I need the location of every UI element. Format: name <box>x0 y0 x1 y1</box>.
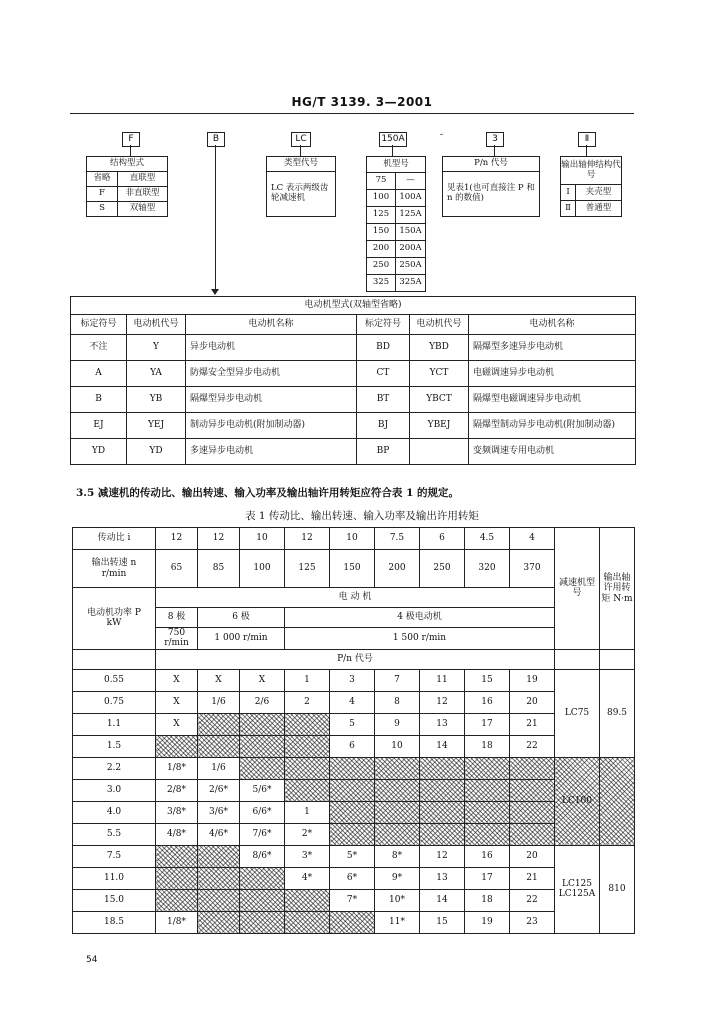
size-cell: 200 <box>367 241 396 258</box>
pn-code-cell: 1/6 <box>198 757 240 779</box>
ratio-cell: 6 <box>420 528 465 550</box>
pn-label: P/n 代号 <box>156 649 555 669</box>
pn-code-cell: 11 <box>420 669 465 691</box>
pn-code-cell: 22 <box>510 735 555 757</box>
code-3: 3 <box>486 132 504 147</box>
pn-code-cell <box>510 801 555 823</box>
ratio-cell: 10 <box>240 528 285 550</box>
pn-code-cell <box>330 911 375 933</box>
table-row <box>71 387 636 413</box>
pole-speed-cell: 750 r/min <box>156 628 198 650</box>
pn-code-cell <box>156 889 198 911</box>
ratio-label: 传动比 i <box>73 528 156 550</box>
size-cell: 150 <box>367 224 396 241</box>
pn-code-cell: 13 <box>420 713 465 735</box>
pn-code-cell: 1/8* <box>156 911 198 933</box>
pn-code-cell <box>420 801 465 823</box>
pn-code-cell: 3* <box>285 845 330 867</box>
connector-f <box>130 145 131 156</box>
motor-header: 电动机代号 <box>127 315 186 335</box>
pn-code-cell <box>375 801 420 823</box>
pn-code-cell: 1/8* <box>156 757 198 779</box>
table-row <box>71 439 636 465</box>
pn-code-cell <box>465 801 510 823</box>
pn-code-cell <box>240 735 285 757</box>
power-cell: 5.5 <box>73 823 156 845</box>
pn-code-cell: 7/6* <box>240 823 285 845</box>
document-header: HG/T 3139. 3—2001 <box>291 95 433 109</box>
model-cell: LC100 <box>555 757 600 845</box>
size-cell: — <box>396 173 426 190</box>
table-row <box>73 691 635 713</box>
pole-speed-cell: 1 000 r/min <box>198 628 285 650</box>
motor-cell: YBEJ <box>410 413 469 439</box>
motor-cell: BD <box>357 335 410 361</box>
table-row <box>73 823 635 845</box>
torque-cell: 89.5 <box>600 669 635 757</box>
pn-code-cell <box>330 779 375 801</box>
ratio-cell: 12 <box>156 528 198 550</box>
pn-code-cell <box>330 823 375 845</box>
table-row <box>73 757 635 779</box>
header-rule <box>70 113 634 114</box>
pn-code-cell: 16 <box>465 845 510 867</box>
motor-cell: 异步电动机 <box>186 335 357 361</box>
pn-code-cell: 5* <box>330 845 375 867</box>
pn-code-cell <box>156 867 198 889</box>
pole-cell: 4 极电动机 <box>285 608 555 628</box>
pn-code-cell <box>510 757 555 779</box>
motor-cell: Y <box>127 335 186 361</box>
pn-code-cell: 6* <box>330 867 375 889</box>
motor-header: 标定符号 <box>357 315 410 335</box>
model-label: 减速机型号 <box>555 528 600 650</box>
pn-code-cell: 14 <box>420 735 465 757</box>
pn-code-box <box>442 156 540 217</box>
motor-cell <box>410 439 469 465</box>
motor-header: 电动机代号 <box>410 315 469 335</box>
model-cell: LC75 <box>555 669 600 757</box>
power-cell: 2.2 <box>73 757 156 779</box>
speed-label-1: 输出转速 n <box>91 558 137 569</box>
pn-code-cell <box>198 889 240 911</box>
pn-code-cell: 20 <box>510 845 555 867</box>
pn-code-cell <box>375 779 420 801</box>
pn-code-cell: 7 <box>375 669 420 691</box>
size-cell: 325 <box>367 275 396 292</box>
code-lc: LC <box>291 132 311 147</box>
pn-code-cell: 6 <box>330 735 375 757</box>
pn-code-cell: 17 <box>465 867 510 889</box>
code-dash: - <box>440 130 444 140</box>
pn-code-cell: 15 <box>420 911 465 933</box>
section-3-5-text: 3.5 减速机的传动比、输出转速、输入功率及输出轴许用转矩应符合表 1 的规定。 <box>76 487 460 499</box>
motor-cell: 隔爆型电磁调速异步电动机 <box>469 387 636 413</box>
pn-title: P/n 代号 <box>443 157 540 172</box>
pn-code-cell <box>420 757 465 779</box>
structure-cell: 直联型 <box>118 172 168 187</box>
code-b: B <box>207 132 225 147</box>
power-cell: 1.5 <box>73 735 156 757</box>
table-row <box>73 713 635 735</box>
speed-cell: 85 <box>198 550 240 588</box>
motor-cell: 电磁调速异步电动机 <box>469 361 636 387</box>
shaft-cell: 普通型 <box>576 201 622 217</box>
shaft-cell: Ⅰ <box>561 185 576 201</box>
pn-code-cell: 6/6* <box>240 801 285 823</box>
pn-code-cell: 19 <box>510 669 555 691</box>
type-text: LC 表示两级齿轮减速机 <box>267 172 336 217</box>
size-cell: 250A <box>396 258 426 275</box>
type-title: 类型代号 <box>267 157 336 172</box>
pn-code-cell: 10 <box>375 735 420 757</box>
model-cell: LC125 LC125A <box>555 845 600 933</box>
ratio-cell: 7.5 <box>375 528 420 550</box>
power-cell: 1.1 <box>73 713 156 735</box>
speed-cell: 125 <box>285 550 330 588</box>
pn-code-cell <box>285 713 330 735</box>
code-f: F <box>122 132 140 147</box>
structure-cell: S <box>87 202 118 217</box>
pn-code-cell <box>285 911 330 933</box>
shaft-cell: Ⅱ <box>561 201 576 217</box>
arrow-down-icon <box>211 289 219 295</box>
pn-code-cell: 2/8* <box>156 779 198 801</box>
pn-code-cell: 7* <box>330 889 375 911</box>
pole-cell: 8 极 <box>156 608 198 628</box>
structure-cell: 省略 <box>87 172 118 187</box>
motor-cell: YD <box>127 439 186 465</box>
power-cell: 4.0 <box>73 801 156 823</box>
power-cell: 0.75 <box>73 691 156 713</box>
pn-code-cell <box>198 911 240 933</box>
pn-code-cell: 1/6 <box>198 691 240 713</box>
motor-cell: B <box>71 387 127 413</box>
pn-code-cell <box>465 757 510 779</box>
motor-cell: A <box>71 361 127 387</box>
pn-code-cell: 4/8* <box>156 823 198 845</box>
size-cell: 200A <box>396 241 426 258</box>
pn-code-cell <box>240 713 285 735</box>
power-cell: 18.5 <box>73 911 156 933</box>
pn-code-cell <box>420 779 465 801</box>
pn-code-cell: 10* <box>375 889 420 911</box>
pn-code-cell <box>156 845 198 867</box>
pn-code-cell: 9 <box>375 713 420 735</box>
size-cell: 125A <box>396 207 426 224</box>
size-cell: 325A <box>396 275 426 292</box>
motor-cell: YD <box>71 439 127 465</box>
pn-code-cell: 17 <box>465 713 510 735</box>
motor-cell: 变频调速专用电动机 <box>469 439 636 465</box>
pn-code-cell: 2/6* <box>198 779 240 801</box>
ratio-cell: 4.5 <box>465 528 510 550</box>
pole-speed-cell: 1 500 r/min <box>285 628 555 650</box>
motor-header: 电动机名称 <box>186 315 357 335</box>
power-cell: 11.0 <box>73 867 156 889</box>
pn-code-cell: 14 <box>420 889 465 911</box>
power-cell: 15.0 <box>73 889 156 911</box>
pn-code-cell: 1 <box>285 669 330 691</box>
ratio-cell: 4 <box>510 528 555 550</box>
size-cell: 100 <box>367 190 396 207</box>
size-code-box <box>366 156 426 292</box>
size-cell: 250 <box>367 258 396 275</box>
pn-code-cell <box>198 735 240 757</box>
structure-cell: 非直联型 <box>118 187 168 202</box>
table-row <box>73 779 635 801</box>
motor-cell: YEJ <box>127 413 186 439</box>
pn-code-cell: X <box>156 691 198 713</box>
table-row <box>71 335 636 361</box>
torque-cell: 810 <box>600 845 635 933</box>
pn-code-cell <box>285 779 330 801</box>
pn-code-cell: 3/6* <box>198 801 240 823</box>
pn-code-cell: 4/6* <box>198 823 240 845</box>
motor-cell: 制动异步电动机(附加制动器) <box>186 413 357 439</box>
motor-type-table <box>70 296 636 465</box>
pn-code-cell <box>465 823 510 845</box>
pn-code-cell: X <box>198 669 240 691</box>
pn-code-cell <box>285 889 330 911</box>
pn-code-cell: 16 <box>465 691 510 713</box>
pn-code-cell <box>240 867 285 889</box>
pn-code-cell <box>330 757 375 779</box>
motor-table-title: 电动机型式(双轴型省略) <box>71 297 636 315</box>
code-2: Ⅱ <box>578 132 596 147</box>
pn-code-cell: 11* <box>375 911 420 933</box>
motor-cell: 多速异步电动机 <box>186 439 357 465</box>
motor-cell: BT <box>357 387 410 413</box>
motor-cell: 不注 <box>71 335 127 361</box>
pn-text: 见表1(也可直接注 P 和 n 的数值) <box>443 172 540 217</box>
pn-code-cell: 21 <box>510 867 555 889</box>
motor-cell: 隔爆型制动异步电动机(附加制动器) <box>469 413 636 439</box>
pn-code-cell <box>330 801 375 823</box>
pn-code-cell: X <box>156 669 198 691</box>
speed-cell: 65 <box>156 550 198 588</box>
pn-code-cell <box>510 823 555 845</box>
pn-code-cell: 12 <box>420 691 465 713</box>
speed-cell: 250 <box>420 550 465 588</box>
motor-cell: 隔爆型多速异步电动机 <box>469 335 636 361</box>
type-code-box <box>266 156 336 217</box>
pn-code-cell <box>375 823 420 845</box>
structure-cell: F <box>87 187 118 202</box>
motor-cell: 防爆安全型异步电动机 <box>186 361 357 387</box>
pn-code-cell: 18 <box>465 735 510 757</box>
structure-type-box <box>86 156 168 217</box>
table-row <box>73 669 635 691</box>
table-row <box>73 889 635 911</box>
ratio-cell: 12 <box>285 528 330 550</box>
code-150a: 150A <box>379 132 407 147</box>
power-cell: 0.55 <box>73 669 156 691</box>
pn-code-cell: 12 <box>420 845 465 867</box>
motor-cell: YBD <box>410 335 469 361</box>
pn-code-cell <box>156 735 198 757</box>
pn-code-cell: 3/8* <box>156 801 198 823</box>
size-cell: 125 <box>367 207 396 224</box>
pn-code-cell: 8* <box>375 845 420 867</box>
pn-code-cell: 9* <box>375 867 420 889</box>
pn-code-cell: 2* <box>285 823 330 845</box>
table1-caption: 表 1 传动比、输出转速、输入功率及输出许用转矩 <box>245 510 479 522</box>
ratio-cell: 10 <box>330 528 375 550</box>
table-row <box>73 911 635 933</box>
table-row <box>71 361 636 387</box>
power-cell: 7.5 <box>73 845 156 867</box>
size-title: 机型号 <box>367 157 426 173</box>
pn-code-cell <box>375 757 420 779</box>
pn-code-cell <box>240 911 285 933</box>
table-row <box>73 801 635 823</box>
pn-code-cell <box>240 889 285 911</box>
pn-code-cell: 8/6* <box>240 845 285 867</box>
pn-code-cell: 23 <box>510 911 555 933</box>
ratio-cell: 12 <box>198 528 240 550</box>
connector-2 <box>586 145 587 156</box>
connector-3 <box>494 145 495 156</box>
motor-cell: BP <box>357 439 410 465</box>
pn-code-cell: 1 <box>285 801 330 823</box>
pn-code-cell: 20 <box>510 691 555 713</box>
pn-code-cell: 2 <box>285 691 330 713</box>
pn-code-cell: 2/6 <box>240 691 285 713</box>
size-cell: 100A <box>396 190 426 207</box>
speed-cell: 320 <box>465 550 510 588</box>
pn-code-cell: 3 <box>330 669 375 691</box>
pn-code-cell: 18 <box>465 889 510 911</box>
connector-150a <box>392 145 393 156</box>
structure-title: 结构型式 <box>87 157 168 172</box>
motor-cell: 隔爆型异步电动机 <box>186 387 357 413</box>
page-number: 54 <box>86 955 98 965</box>
pn-code-cell: X <box>156 713 198 735</box>
power-label-2: kW <box>106 618 122 629</box>
pn-code-cell: 19 <box>465 911 510 933</box>
motor-cell: YBCT <box>410 387 469 413</box>
pn-code-cell <box>420 823 465 845</box>
motor-cell: EJ <box>71 413 127 439</box>
pn-code-cell: 13 <box>420 867 465 889</box>
pn-code-cell <box>285 735 330 757</box>
table1 <box>72 527 635 934</box>
pn-code-cell: 4* <box>285 867 330 889</box>
pn-code-cell <box>510 779 555 801</box>
speed-cell: 370 <box>510 550 555 588</box>
shaft-title: 输出轴伸结构代号 <box>561 157 622 185</box>
speed-cell: 100 <box>240 550 285 588</box>
pn-code-cell: X <box>240 669 285 691</box>
table-row <box>73 867 635 889</box>
pn-code-cell: 5 <box>330 713 375 735</box>
pn-code-cell: 15 <box>465 669 510 691</box>
pn-code-cell: 22 <box>510 889 555 911</box>
speed-cell: 150 <box>330 550 375 588</box>
pn-code-cell <box>465 779 510 801</box>
structure-cell: 双轴型 <box>118 202 168 217</box>
torque-cell <box>600 757 635 845</box>
table-row <box>71 413 636 439</box>
motor-header: 电动机名称 <box>469 315 636 335</box>
motor-cell: BJ <box>357 413 410 439</box>
motor-cell: YA <box>127 361 186 387</box>
pn-code-cell <box>240 757 285 779</box>
table-row <box>73 735 635 757</box>
shaft-cell: 夹壳型 <box>576 185 622 201</box>
pn-code-cell: 8 <box>375 691 420 713</box>
table-row <box>73 845 635 867</box>
motor-header: 标定符号 <box>71 315 127 335</box>
pn-code-cell <box>198 845 240 867</box>
pn-code-cell <box>285 757 330 779</box>
speed-cell: 200 <box>375 550 420 588</box>
size-cell: 150A <box>396 224 426 241</box>
power-cell: 3.0 <box>73 779 156 801</box>
connector-b <box>215 145 216 292</box>
pn-code-cell: 5/6* <box>240 779 285 801</box>
motor-cell: YCT <box>410 361 469 387</box>
motor-cell: CT <box>357 361 410 387</box>
pn-code-cell <box>198 713 240 735</box>
motor-label: 电 动 机 <box>156 588 555 608</box>
speed-label-2: r/min <box>101 568 127 579</box>
torque-label: 输出轴许用转矩 N·m <box>600 528 635 650</box>
shaft-code-box <box>560 156 622 217</box>
pn-code-cell <box>198 867 240 889</box>
power-label-1: 电动机功率 P <box>87 608 141 618</box>
connector-lc <box>300 145 301 156</box>
pole-cell: 6 极 <box>198 608 285 628</box>
pn-code-cell: 4 <box>330 691 375 713</box>
size-cell: 75 <box>367 173 396 190</box>
pn-code-cell: 21 <box>510 713 555 735</box>
motor-cell: YB <box>127 387 186 413</box>
